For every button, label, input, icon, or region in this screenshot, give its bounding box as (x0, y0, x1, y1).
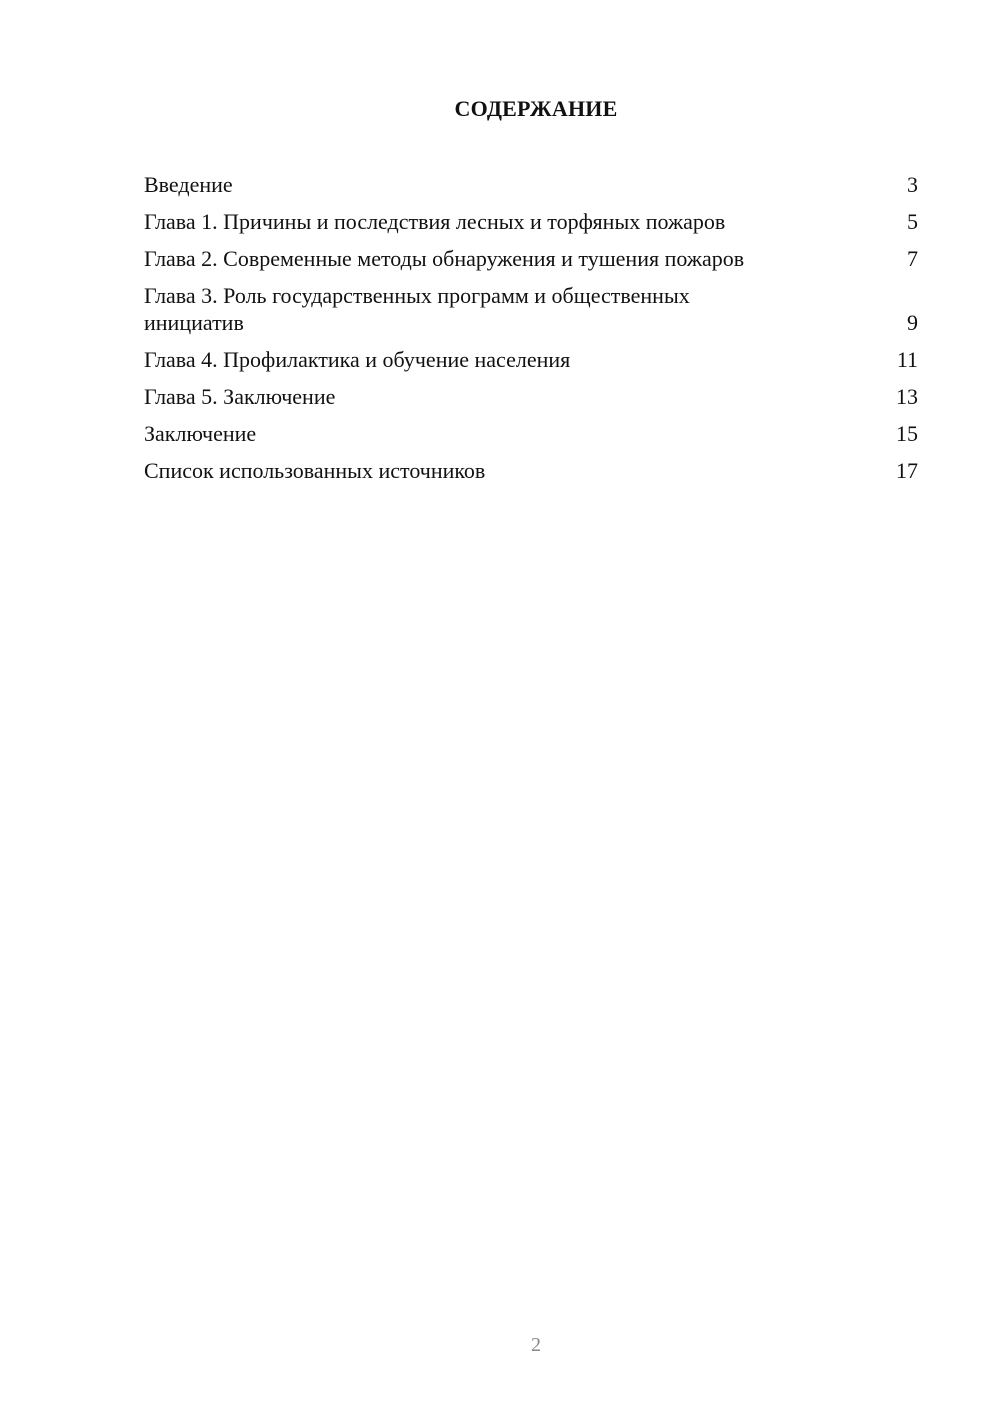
toc-entry-label: Введение (144, 172, 233, 197)
toc-entry-label: Глава 1. Причины и последствия лесных и торфяных пожаров (144, 209, 726, 234)
toc-entry-label: Глава 3. Роль государственных программ и общественных инициатив (144, 283, 690, 335)
toc-entry-label: Глава 5. Заключение (144, 384, 336, 409)
toc-entry-chapter-5 (144, 383, 918, 410)
toc-entry-page: 17 (896, 458, 918, 483)
toc-entry-chapter-3 (144, 282, 918, 336)
toc-entry-conclusion (144, 420, 918, 447)
toc-entry-label: Список использованных источников (144, 458, 486, 483)
toc-entry-page: 7 (907, 246, 918, 271)
toc-entry-label: Глава 4. Профилактика и обучение населения (144, 347, 571, 372)
page-title: СОДЕРЖАНИЕ (454, 96, 618, 121)
toc-entry-page: 11 (896, 347, 918, 372)
toc-entry-introduction (144, 171, 918, 198)
toc-entry-chapter-2 (144, 245, 918, 272)
toc-entry-page: 13 (896, 384, 918, 409)
toc-entry-label: Глава 2. Современные методы обнаружения и тушения пожаров (144, 246, 745, 271)
table-of-contents (144, 171, 918, 494)
page-number: 2 (531, 1334, 541, 1356)
toc-entry-chapter-1 (144, 208, 918, 235)
toc-entry-page: 3 (907, 172, 918, 197)
toc-entry-page: 9 (907, 310, 918, 335)
toc-entry-page: 5 (907, 209, 918, 234)
toc-entry-label: Заключение (144, 421, 257, 446)
toc-entry-references (144, 457, 918, 484)
toc-entry-page: 15 (896, 421, 918, 446)
toc-entry-chapter-4 (144, 346, 918, 373)
